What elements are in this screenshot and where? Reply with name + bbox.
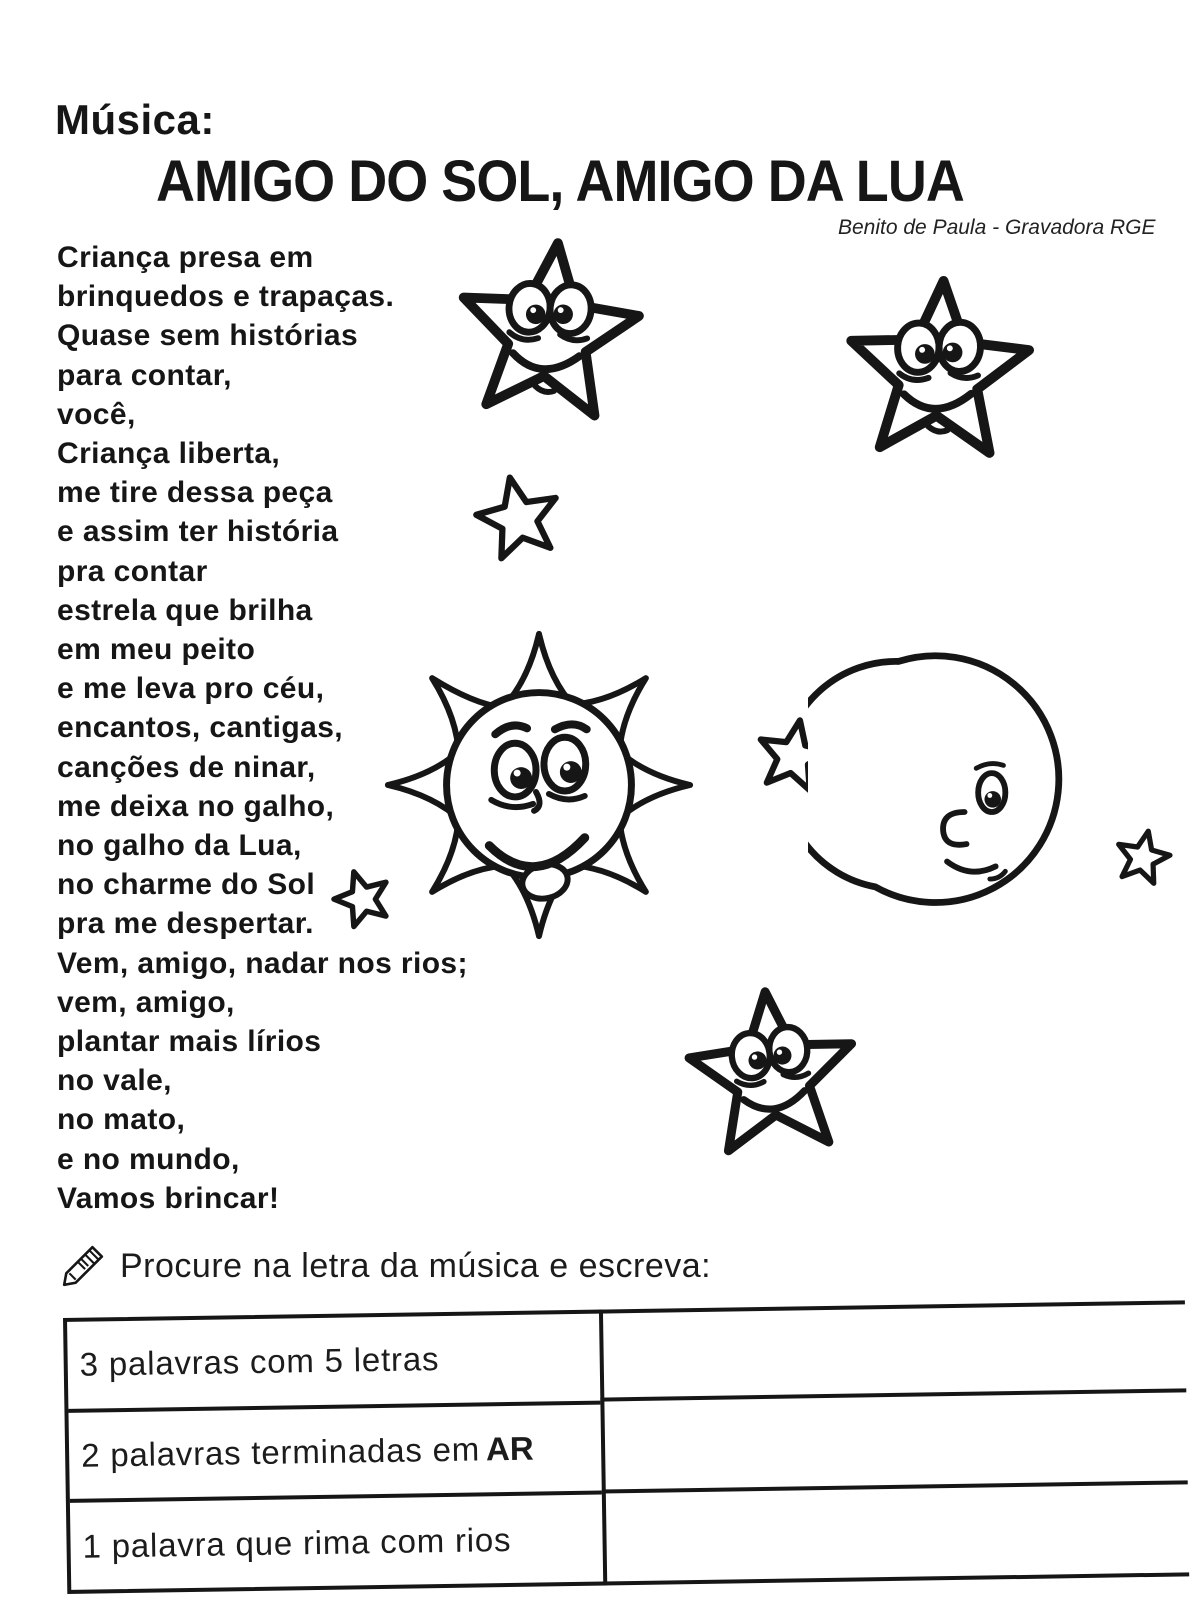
lyric-line: em meu peito — [57, 633, 256, 667]
music-label: Música: — [55, 96, 215, 143]
lyric-line: Vamos brincar! — [57, 1181, 280, 1215]
table-row-label: 3 palavras com 5 letras — [79, 1340, 440, 1384]
pencil-icon — [60, 1243, 106, 1289]
crescent-moon-face-icon — [808, 642, 1092, 914]
lyric-line: plantar mais lírios — [57, 1025, 322, 1059]
table-row — [67, 1314, 600, 1409]
table-row-label: 2 palavras terminadas em — [80, 1430, 481, 1474]
lyric-line: Criança liberta, — [57, 437, 281, 471]
lyric-line: no vale, — [57, 1064, 172, 1098]
lyric-line: encantos, cantigas, — [57, 711, 344, 745]
lyric-line: Quase sem histórias — [57, 319, 359, 353]
table-row — [70, 1491, 603, 1590]
small-star-icon — [746, 707, 843, 800]
answer-lines-column — [599, 1300, 1189, 1585]
lyric-line: e me leva pro céu, — [57, 672, 325, 706]
lyric-line: me deixa no galho, — [57, 789, 335, 823]
answer-line — [600, 1388, 1186, 1401]
table-row-label: 1 palavra que rima com rios — [82, 1520, 512, 1565]
exercise-instruction — [60, 1243, 711, 1289]
lyric-line: Vem, amigo, nadar nos rios; — [57, 946, 468, 980]
lyric-line: canções de ninar, — [57, 750, 316, 784]
lyric-line: no mato, — [57, 1103, 186, 1137]
lyric-line: brinquedos e trapaças. — [57, 280, 395, 314]
lyric-line: e no mundo, — [57, 1142, 240, 1176]
lyric-line: você, — [57, 397, 136, 431]
song-title: AMIGO DO SOL, AMIGO DA LUA — [156, 149, 964, 214]
table-prompt-column — [63, 1310, 607, 1594]
answer-line — [603, 1572, 1189, 1585]
answer-line — [599, 1300, 1185, 1313]
smiley-star-icon — [831, 261, 1047, 474]
lyric-line: e assim ter história — [57, 515, 339, 549]
lyric-line: Criança presa em — [57, 241, 314, 274]
credit-line: Benito de Paula - Gravadora RGE — [838, 216, 1156, 239]
lyric-line: me tire dessa peça — [57, 476, 333, 510]
lyric-line: no charme do Sol — [57, 868, 316, 902]
small-star-icon — [1108, 817, 1179, 896]
table-row-label-bold: AR — [485, 1429, 534, 1468]
lyric-line: pra contar — [57, 554, 208, 588]
lyric-line: vem, amigo, — [57, 985, 235, 1019]
table-row — [68, 1400, 601, 1499]
smiley-star-icon — [670, 970, 873, 1171]
lyric-line: estrela que brilha — [57, 593, 313, 627]
lyric-line: para contar, — [57, 358, 232, 392]
lyric-line: no galho da Lua, — [57, 829, 302, 863]
answer-line — [602, 1480, 1188, 1493]
lyric-line: pra me despertar. — [57, 907, 314, 941]
instruction-text: Procure na letra da música e escreva: — [120, 1246, 712, 1285]
lyrics-block — [57, 238, 577, 1218]
exercise-table — [63, 1300, 1189, 1594]
